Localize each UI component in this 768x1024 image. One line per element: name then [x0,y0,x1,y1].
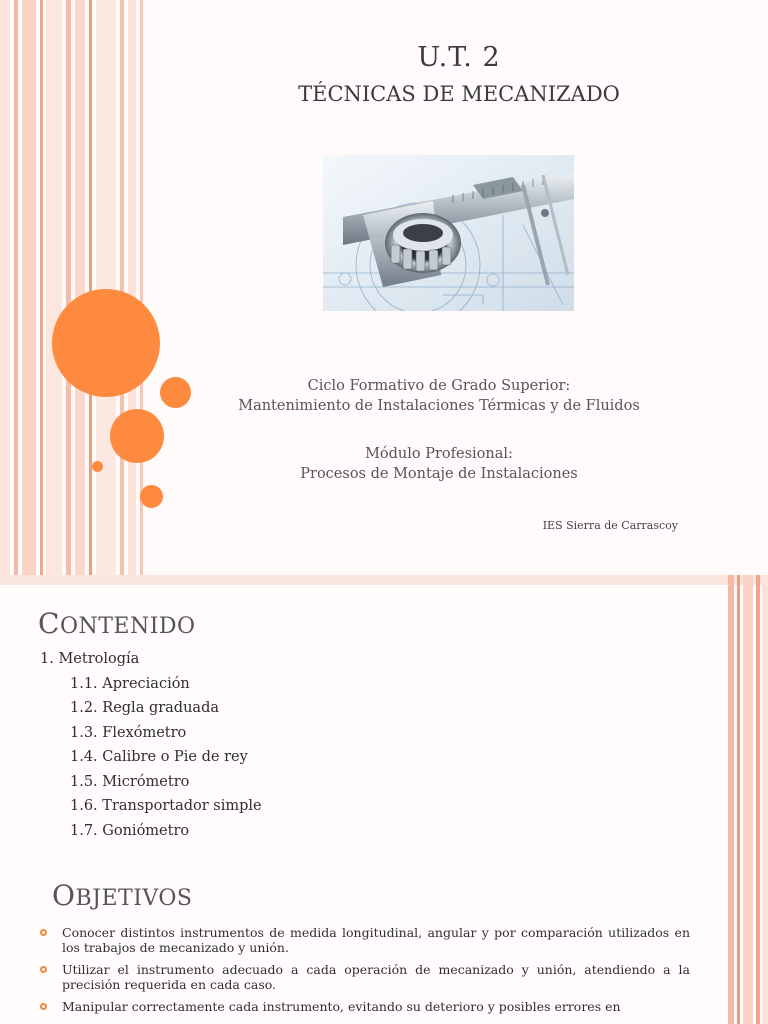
large-orange-circle [52,289,160,397]
objectives-heading-initial: O [52,879,76,912]
caliper-bearing-photo-icon [323,155,574,311]
list-item: 1.4. Calibre o Pie de rey [70,749,248,765]
list-item: 1.1. Apreciación [70,675,190,692]
school-name: IES Sierra de Carrascoy [542,519,678,532]
bullet-circle-icon [40,929,47,936]
list-item [40,999,690,1014]
tiny-orange-circle [92,461,103,472]
list-item: 1. Metrología [40,651,140,667]
contents-list [40,651,262,847]
slide-title: U.T. 2 [417,42,501,73]
decorative-stripes-right [728,575,768,1024]
objective-text: Conocer distintos instrumentos de medida longitudinal, angular y por comparación utilizados en los trabajos de mecanizado y unión. [62,925,690,955]
contents-heading [38,607,196,640]
list-item [40,925,690,955]
contents-slide [0,575,768,1024]
objectives-list [40,925,690,1021]
module-name: Procesos de Montaje de Instalaciones [300,466,578,482]
bullet-circle-icon [40,966,47,973]
objectives-heading-rest: BJETIVOS [75,886,193,911]
list-item: 1.3. Flexómetro [70,724,187,741]
bullet-circle-icon [40,1003,47,1010]
contents-heading-rest: ONTENIDO [59,614,196,639]
module-label: Módulo Profesional: [365,446,513,462]
objective-text: Utilizar el instrumento adecuado a cada operación de mecanizado y unión, atendiendo a la precisión requerida en cada caso. [62,962,690,992]
small-orange-circle-lower [140,485,163,508]
list-item: 1.6. Transportador simple [70,798,262,814]
decorative-stripes [0,0,150,575]
cycle-name: Mantenimiento de Instalaciones Térmicas y de Fluidos [238,398,640,414]
list-item: 1.2. Regla graduada [70,700,220,716]
list-item [40,962,690,992]
list-item: 1.5. Micrómetro [70,773,190,790]
contents-heading-initial: C [38,607,60,640]
objective-text: Manipular correctamente cada instrumento, evitando su deterioro y posibles errores en [62,999,621,1014]
objectives-heading [52,879,193,912]
cycle-label: Ciclo Formativo de Grado Superior: [307,378,571,394]
slide-subtitle: TÉCNICAS DE MECANIZADO [298,82,620,106]
list-item: 1.7. Goniómetro [70,822,190,839]
top-decorative-strip [0,575,768,585]
